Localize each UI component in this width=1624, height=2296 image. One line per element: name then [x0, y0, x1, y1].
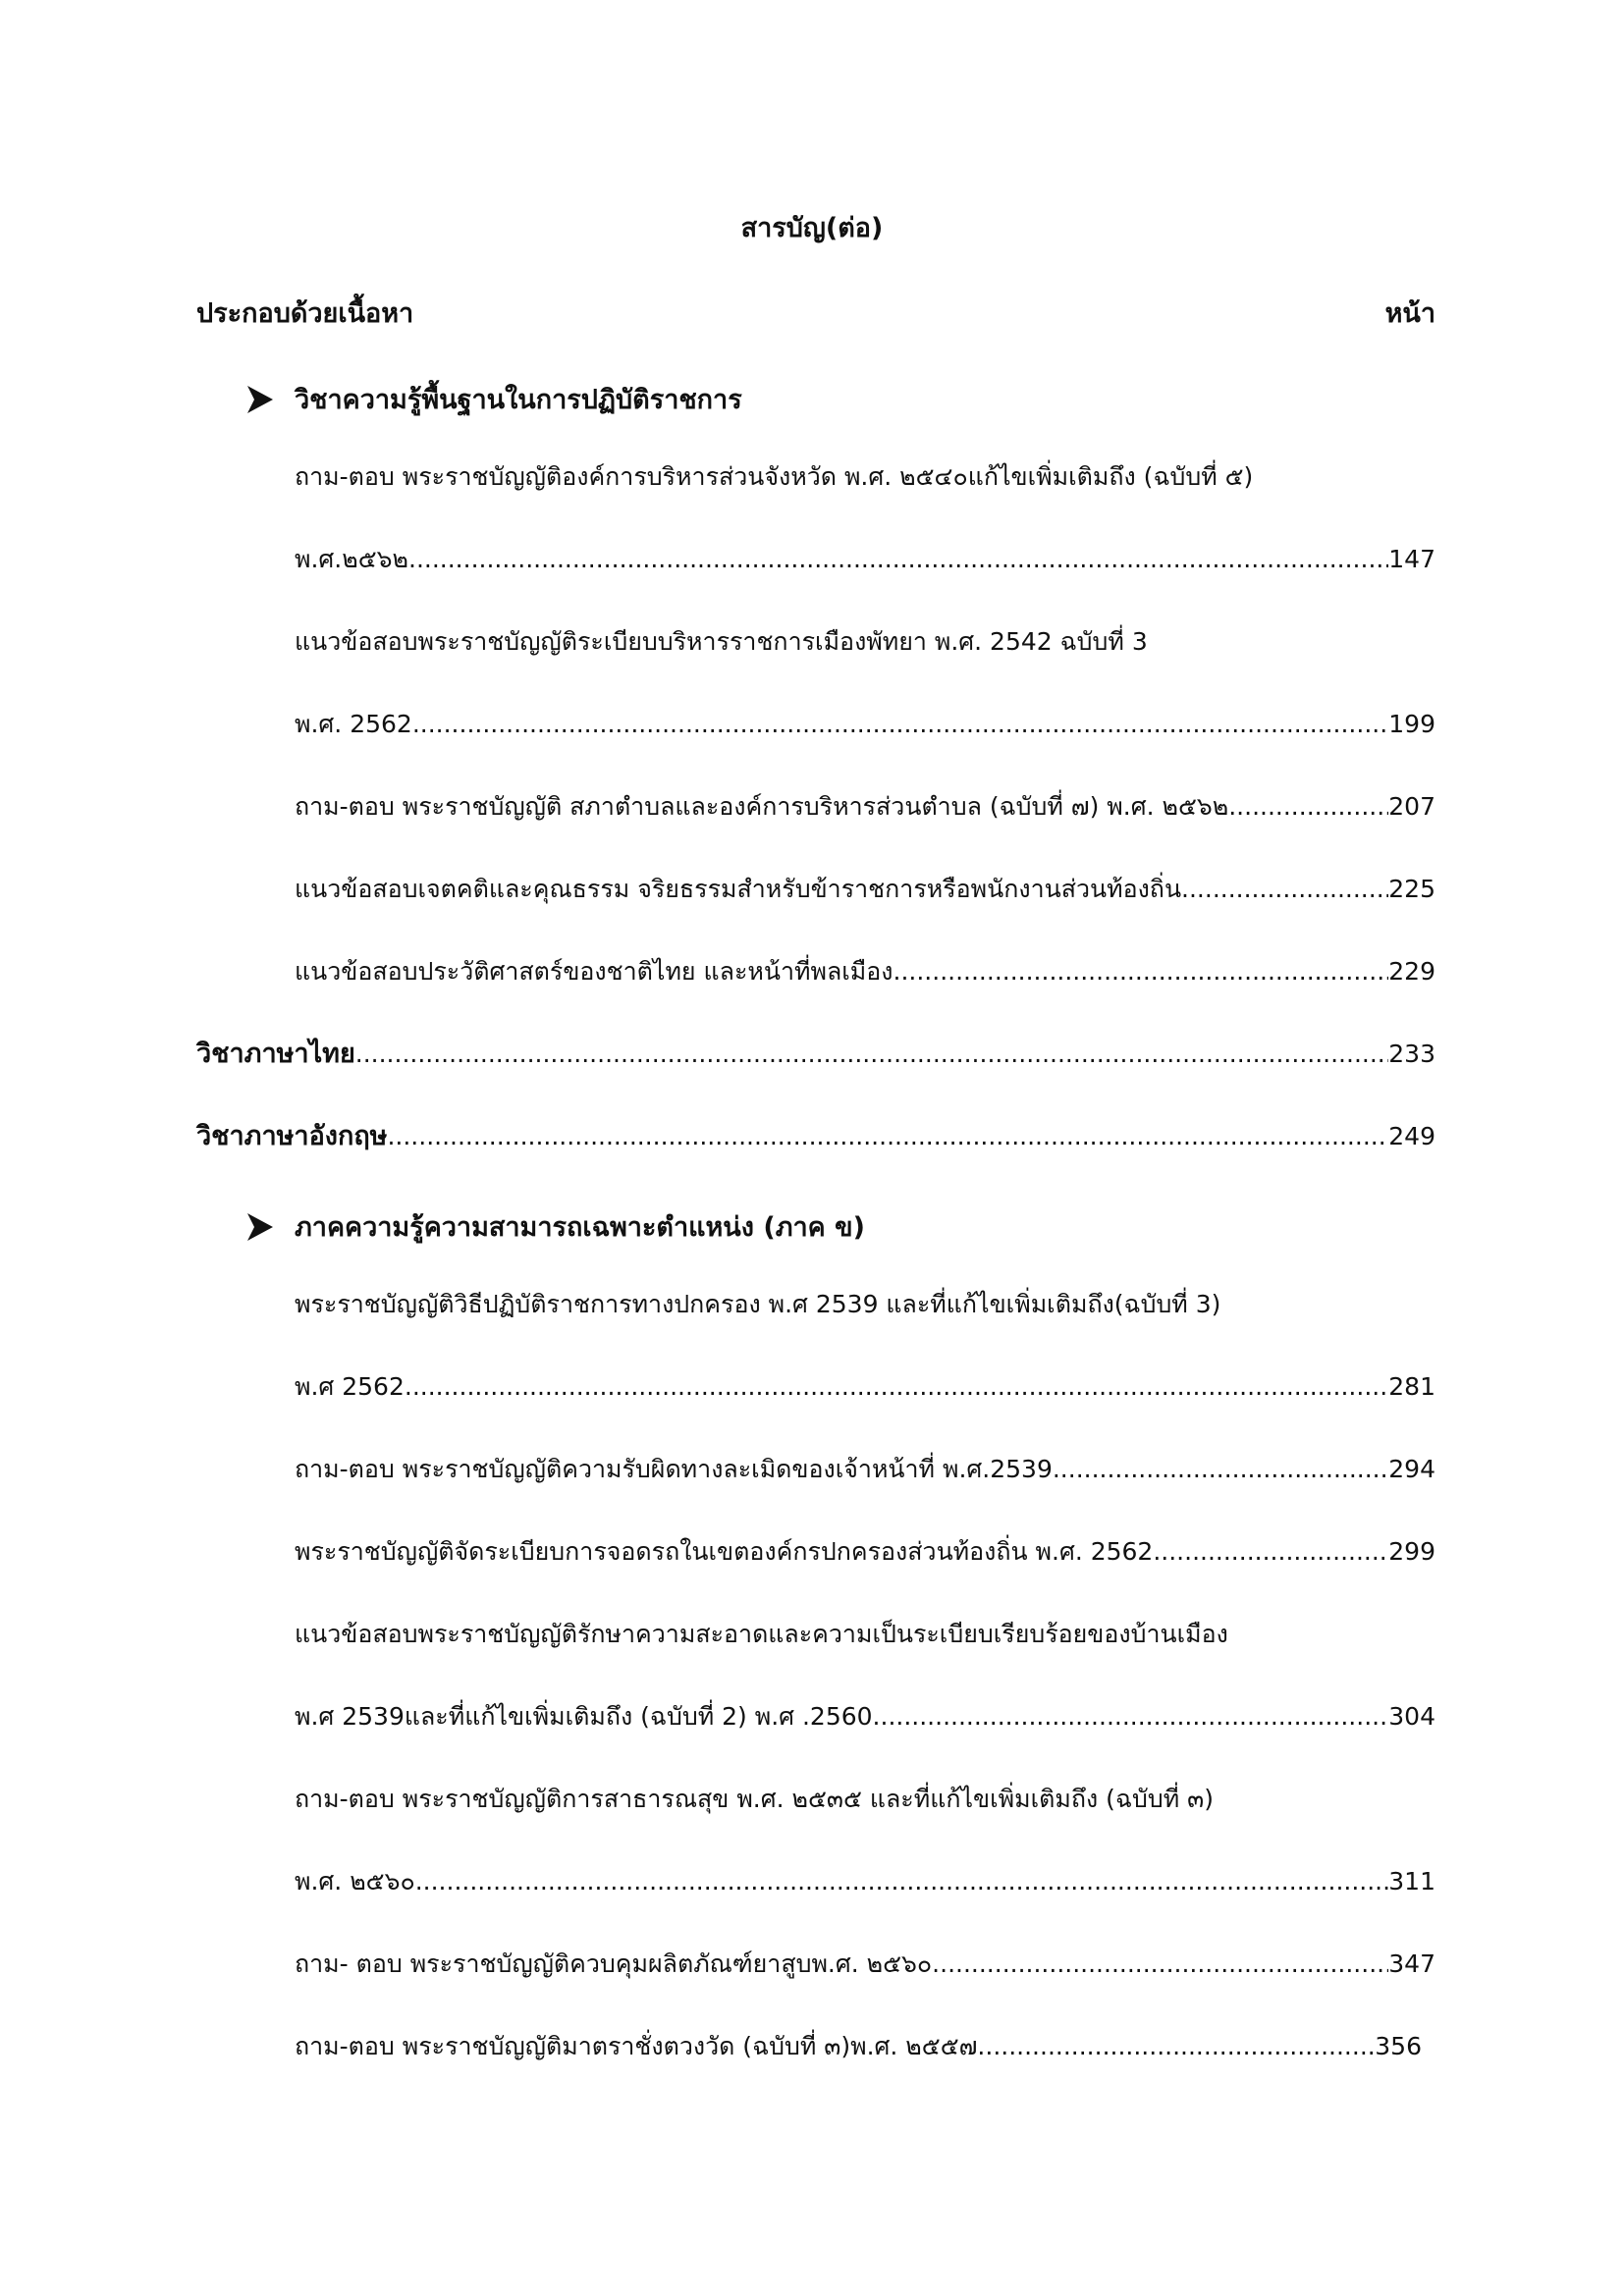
- toc-page-number: 147: [1388, 545, 1435, 573]
- toc-entry-text: พระราชบัญญัติจัดระเบียบการจอดรถในเขตองค์กรปกครองส่วนท้องถิ่น พ.ศ. 2562: [295, 1537, 1154, 1566]
- toc-subject-text: วิชาภาษาอังกฤษ: [196, 1121, 388, 1151]
- toc-entry-text: ถาม-ตอบ พระราชบัญญัติความรับผิดทางละเมิดของเจ้าหน้าที่ พ.ศ.2539: [295, 1455, 1053, 1483]
- arrow-bullet-icon: [247, 1213, 273, 1241]
- toc-entry-text: ถาม- ตอบ พระราชบัญญัติควบคุมผลิตภัณฑ์ยาสูบพ.ศ. ๒๕๖๐: [295, 1949, 933, 1978]
- toc-entry-text: พ.ศ. 2562: [295, 710, 412, 738]
- toc-entry[interactable]: [295, 1369, 1435, 1405]
- toc-page-number: 347: [1388, 1949, 1435, 1978]
- toc-entry[interactable]: [295, 542, 1435, 577]
- toc-entry-text: พ.ศ. ๒๕๖๐: [295, 1867, 415, 1896]
- page-title: สารบัญ(ต่อ): [740, 213, 884, 243]
- toc-entry[interactable]: [295, 789, 1435, 825]
- toc-entry-text: แนวข้อสอบประวัติศาสตร์ของชาติไทย และหน้าที่พลเมือง: [295, 957, 893, 986]
- toc-page-number: 304: [1388, 1702, 1435, 1731]
- toc-page-number: 311: [1388, 1867, 1435, 1896]
- dot-leader: [405, 1369, 1388, 1405]
- toc-page-number: 249: [1388, 1122, 1435, 1150]
- section-heading-position-specific: [247, 1205, 865, 1248]
- toc-subject-entry[interactable]: [196, 1119, 1435, 1154]
- dot-leader: [1228, 789, 1388, 825]
- dot-leader: [415, 1864, 1389, 1899]
- toc-page-number: 299: [1388, 1537, 1435, 1566]
- toc-page-number: 294: [1388, 1455, 1435, 1483]
- dot-leader: [408, 542, 1388, 577]
- toc-entry-line: แนวข้อสอบพระราชบัญญัติรักษาความสะอาดและความเป็นระเบียบเรียบร้อยของบ้านเมือง: [295, 1620, 1228, 1648]
- dot-leader: [1053, 1452, 1388, 1487]
- section-heading-label: ภาคความรู้ความสามารถเฉพาะตำแหน่ง (ภาค ข): [295, 1212, 865, 1243]
- toc-entry[interactable]: [295, 872, 1435, 907]
- toc-entry-text: พ.ศ 2539และที่แก้ไขเพิ่มเติมถึง (ฉบับที่ 2) พ.ศ .2560: [295, 1702, 873, 1731]
- toc-entry-line: ถาม-ตอบ พระราชบัญญัติการสาธารณสุข พ.ศ. ๒๕๓๕ และที่แก้ไขเพิ่มเติมถึง (ฉบับที่ ๓): [295, 1785, 1214, 1813]
- section-heading-label: วิชาความรู้พื้นฐานในการปฏิบัติราชการ: [295, 385, 742, 415]
- toc-entry-line: พระราชบัญญัติวิธีปฏิบัติราชการทางปกครอง พ.ศ 2539 และที่แก้ไขเพิ่มเติมถึง(ฉบับที่ 3): [295, 1290, 1221, 1318]
- toc-page-number: 356: [1375, 2032, 1422, 2060]
- toc-page-number: 225: [1388, 875, 1435, 903]
- dot-leader: [932, 1947, 1388, 1982]
- toc-subject-text: วิชาภาษาไทย: [196, 1039, 355, 1069]
- toc-entry-text: แนวข้อสอบเจตคติและคุณธรรม จริยธรรมสำหรับข้าราชการหรือพนักงานส่วนท้องถิ่น: [295, 875, 1182, 903]
- toc-entry[interactable]: [295, 1534, 1435, 1570]
- dot-leader: [893, 954, 1389, 989]
- arrow-bullet-icon: [247, 386, 273, 413]
- toc-page-number: 199: [1388, 710, 1435, 738]
- dot-leader: [977, 2029, 1375, 2064]
- toc-entry[interactable]: [295, 1864, 1435, 1899]
- dot-leader: [1153, 1534, 1388, 1570]
- toc-entry[interactable]: [295, 954, 1435, 989]
- toc-entry[interactable]: [295, 1699, 1435, 1735]
- dot-leader: [412, 707, 1388, 742]
- section-heading-basic-knowledge: [247, 378, 742, 420]
- dot-leader: [355, 1037, 1389, 1072]
- dot-leader: [873, 1699, 1389, 1735]
- toc-page-number: 281: [1388, 1372, 1435, 1401]
- contents-header: ประกอบด้วยเนื้อหา: [196, 298, 414, 329]
- toc-entry[interactable]: [295, 1947, 1435, 1982]
- toc-entry[interactable]: [295, 707, 1435, 742]
- toc-entry-line: ถาม-ตอบ พระราชบัญญัติองค์การบริหารส่วนจังหวัด พ.ศ. ๒๕๔๐แก้ไขเพิ่มเติมถึง (ฉบับที่ ๕): [295, 462, 1254, 491]
- dot-leader: [1181, 872, 1388, 907]
- toc-subject-entry[interactable]: [196, 1037, 1435, 1072]
- toc-entry-text: ถาม-ตอบ พระราชบัญญัติ สภาตำบลและองค์การบริหารส่วนตำบล (ฉบับที่ ๗) พ.ศ. ๒๕๖๒: [295, 792, 1229, 821]
- toc-page-number: 207: [1388, 792, 1435, 821]
- toc-entry[interactable]: [295, 1452, 1435, 1487]
- toc-entry-text: พ.ศ 2562: [295, 1372, 405, 1401]
- toc-entry-text: พ.ศ.๒๕๖๒: [295, 545, 408, 573]
- toc-entry[interactable]: [295, 2029, 1422, 2064]
- toc-entry-text: ถาม-ตอบ พระราชบัญญัติมาตราชั่งตวงวัด (ฉบับที่ ๓)พ.ศ. ๒๕๕๗: [295, 2032, 978, 2060]
- toc-page-number: 229: [1388, 957, 1435, 986]
- page-column-header: หน้า: [1384, 298, 1435, 329]
- dot-leader: [387, 1119, 1388, 1154]
- toc-entry-line: แนวข้อสอบพระราชบัญญัติระเบียบบริหารราชการเมืองพัทยา พ.ศ. 2542 ฉบับที่ 3: [295, 627, 1148, 656]
- toc-page-number: 233: [1388, 1040, 1435, 1068]
